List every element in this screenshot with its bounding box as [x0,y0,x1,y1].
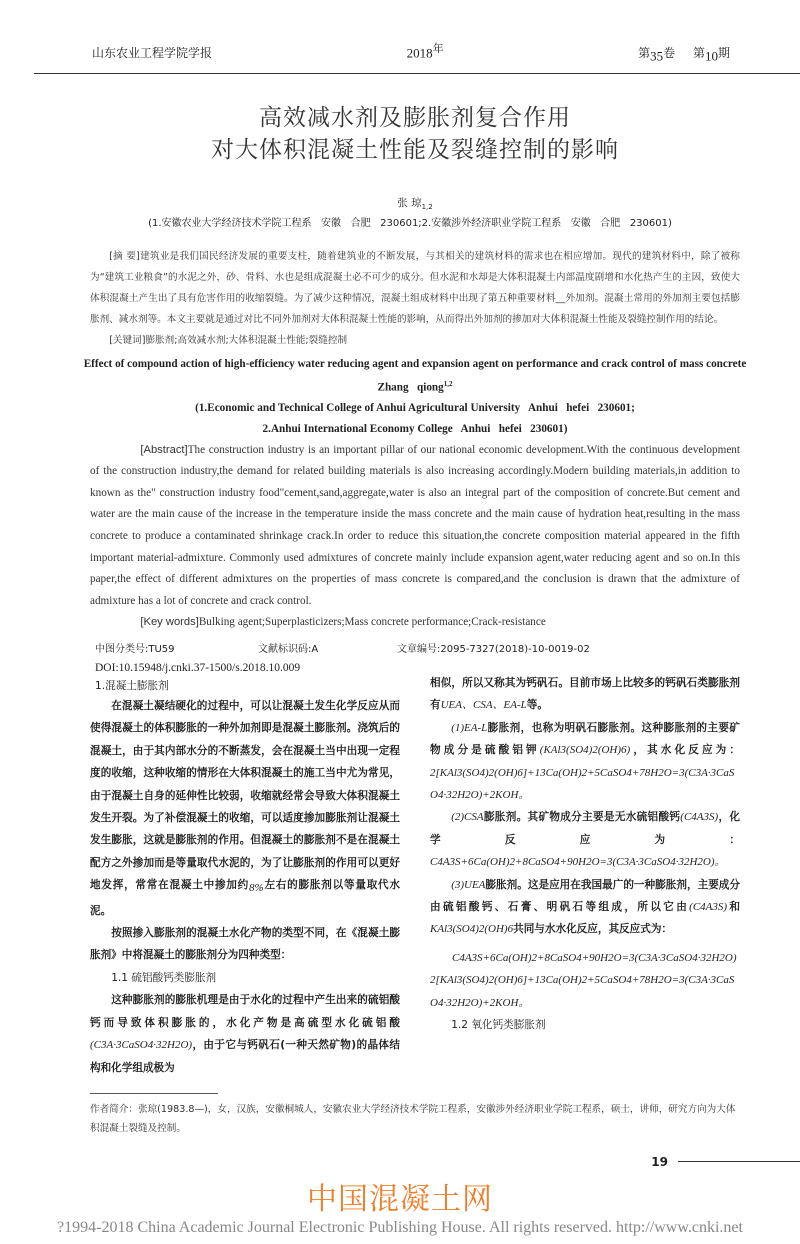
title-line-2: 对大体积混凝土性能及裂缝控制的影响 [211,136,619,163]
item-label: (1)EA-L [451,721,488,734]
running-header [92,40,730,65]
english-title: Effect of compound action of high-efficiency water reducing agent and expansion agent on performance and crack control of mass concrete [83,357,747,370]
left-column [90,660,400,1079]
english-affiliation-1: (1.Economic and Technical College of Anhui Agricultural University Anhui hefei 230601; [195,401,635,414]
clc-number [90,642,258,658]
abstract-cn [90,246,740,330]
clc-value: TU59 [148,643,175,655]
paragraph-text: ，化学反应为： [430,811,741,846]
article-number [397,642,740,658]
english-author-sup: 1,2 [443,379,453,388]
doc-value: A [311,643,319,655]
header-rule [34,73,800,74]
paragraph-text: 膨胀剂。其矿物成分主要是无水硫铝酸钙 [483,811,681,824]
equation: 2[KAl3(SO4)2(OH)6]+13Ca(OH)2+5CaSO4+78H2O=3(C3A·3CaSO4·32H2O)+2KOH。 [430,766,735,801]
copyright-notice: ?1994-2018 China Academic Journal Electronic Publishing House. All rights reserved. http://www.cnki.net [57,1218,743,1236]
article-label: 文章编号: [397,643,441,655]
issue-prefix: 第 [692,46,705,61]
doc-label: 文献标识码: [258,643,312,655]
keywords-en [90,612,740,634]
agent-list: UEA、CSA、EA-L [440,699,527,712]
paragraph-text: 这种膨胀剂的膨胀机理是由于水化的过程中产生出来的硫铝酸钙而导致体积膨胀的，水化产物是高硫型水化硫铝酸 [90,994,400,1029]
formula: (C4A3S) [680,811,719,824]
section-heading-1: 1.混凝土膨胀剂 [95,679,169,692]
affiliation: (1.安徽农业大学经济技术学院工程系 安徽 合肥 230601;2.安徽涉外经济职业学院工程系 安徽 合肥 230601) [148,217,672,229]
paragraph-text: 等。 [526,699,548,712]
journal-name: 山东农业工程学院学报 [92,46,213,61]
clc-label: 中图分类号: [95,643,149,655]
author-name: 张 琼 [397,196,422,209]
title-line-1: 高效减水剂及膨胀剂复合作用 [259,104,571,131]
english-affiliation-2: 2.Anhui International Economy College Anhui hefei 230601) [262,422,568,435]
paragraph-text: 和 [727,900,741,913]
doi: DOI:10.15948/j.cnki.37-1500/s.2018.10.009 [95,661,301,674]
header-year [407,40,444,61]
paragraph-text: 在混凝土凝结硬化的过程中，可以让混凝土发生化学反应从而使得混凝土的体积膨胀的一种外加剂即是混凝土膨胀剂。浇筑后的混凝土，由于其内部水分的不断蒸发，会在混凝土当中出现一定程度的收缩，这种收缩的情形在大体积混凝土的施工当中尤为常见，由于混凝土自身的延伸性比较弱，收缩就经常会导致大体积混凝土发生开裂。为了补偿混凝土的收缩，可以适度掺加膨胀剂让混凝土发生膨胀，这就是膨胀剂的作用。但混凝土的膨胀剂不是在混凝土配方之外掺加而是等量取代水泥的，为了让膨胀剂的作用可以更好地发挥，常常在混凝土中掺加约 [90,699,400,892]
author-sup: 1,2 [421,202,433,211]
subsection-heading-1-2: 1.2 氧化钙类膨胀剂 [451,1018,546,1031]
subsection-heading-1-1: 1.1 硫铝酸钙类膨胀剂 [111,971,217,984]
issue: 10 [704,48,718,64]
abstract-en-label: [Abstract] [140,443,188,456]
equation-2: 2[KAl3(SO4)2(OH)6]+13Ca(OH)2+5CaSO4+78H2O=3(C3A·3CaSO4·32H2O)+2KOH。 [430,974,735,1009]
percent-value: 8% [249,882,264,895]
paragraph: 按照掺入膨胀剂的混凝土水化产物的类型不同，在《混凝土膨胀剂》中将混凝土的膨胀剂分为四种类型： [90,927,400,962]
paragraph-uea [430,874,740,941]
english-author [90,374,740,398]
article-value: 2095-7327(2018)-10-0019-02 [440,643,590,655]
right-column [430,660,740,1079]
author [90,196,740,214]
year: 2018 [406,45,433,61]
abstract-en-text: The construction industry is an important pillar of our national economic development.With the continuous development of the construction industry,the demand for related building materials is also increasing accordingly.Modern building materials,in addition to known as the" construction industry food"cement,sand,aggregate,water is also an integral part of the composition of concrete.But cement and water are the main cause of the increase in the temperature inside the mass concrete and the main cause of hydration heat,resulting in the mass concrete to produce a contaminated shrinkage crack.In order to reduce this situation,the concrete composition material appeared in the fifth important material-admixture. Commonly used admixtures of concrete mainly include expansion agent,water reducing agent and so on.In this paper,the effect of different admixtures on the properties of mass concrete is compared,and the conclusion is drawn that the admixture of admixture has a lot of concrete and crack control. [90,443,740,607]
page-number-rule [678,1161,800,1162]
paragraph-text: 左右的膨胀剂以等量取代水泥。 [90,879,401,917]
paragraph-text: 膨胀剂，也称为明矾石膨胀剂。这种膨胀剂的主要矿物成分是硫酸铝钾 [430,721,740,757]
vol-prefix: 第 [638,46,651,61]
keywords-text: 膨胀剂;高效减水剂;大体积混凝土性能;裂缝控制 [145,334,348,346]
formula: (C3A·3CaSO4·32H2O) [90,1039,193,1052]
paragraph-csa [430,806,740,873]
keywords-cn [90,330,740,351]
author-footnote: 作者简介：张琼(1983.8—)，女，汉族，安徽桐城人，安徽农业大学经济技术学院工程系，安徽涉外经济职业学院工程系，硕士，讲师，研究方向为大体积混凝土裂缝及控制。 [90,1103,736,1134]
paragraph-text: 共同与水水化反应，其反应式为： [513,923,673,936]
abstract-text: 建筑业是我们国民经济发展的重要支柱，随着建筑业的不断发展，与其相关的建筑材料的需求也在相应增加。现代的建筑材料中，除了被称为“建筑工业粮食”的水泥之外，砂、骨料、水也是组成混凝土必不可少的成分。但水泥和水却是大体积混凝土内部温度剧增和水化热产生的主因，致使大体积混凝土产生出了具有危害作用的收缩裂缝。为了减少这种情况，混凝土组成材料中出现了第五种重要材料__外加剂。混凝土常用的外加剂主要包括膨胀剂、减水剂等。本文主要就是通过对比不同外加剂对大体积混凝土性能的影响，从而得出外加剂的掺加对大体积混凝土性能及裂缝控制作用的结论。 [90,250,740,325]
page-number: 19 [651,1154,668,1169]
formula: (C4A3S) [689,900,728,913]
paragraph-text: 膨胀剂。这是应用在我国最广的一种膨胀剂，主要成分由硫铝酸钙、石膏、明矾石等组成，所以它由 [430,878,740,913]
english-author-name: Zhang qiong [377,381,444,394]
paragraph-text: ，其水化反应为： [630,744,740,757]
abstract-label: [摘 要] [109,250,140,262]
paragraph-text: ，由于它与钙矾石(一种天然矿物)的晶体结构和化学组成极为 [90,1039,400,1074]
volume: 35 [650,48,664,64]
keywords-en-text: Bulking agent;Superplasticizers;Mass concrete performance;Crack-resistance [198,616,546,629]
keywords-label: [关键词] [109,334,146,346]
paragraph-ea-l [430,717,740,807]
item-label: (3)UEA [451,878,486,891]
keywords-en-label: [Key words] [140,616,199,629]
footnote-rule [90,1093,218,1094]
year-unit: 年 [432,42,444,55]
page-number-row [90,1154,800,1170]
vol-unit: 卷 [663,46,676,61]
equation: C4A3S+6Ca(OH)2+8CaSO4+90H2O=3(C3A·3CaSO4·32H2O)。 [430,856,726,869]
paragraph [430,672,740,717]
formula: KAl3(SO4)2(OH)6 [430,923,514,936]
equation-1: C4A3S+6Ca(OH)2+8CaSO4+90H2O=3(C3A·3CaSO4·32H2O) [452,951,737,964]
item-label: (2)CSA [451,811,484,824]
body-columns [90,660,740,1079]
doc-code [258,642,397,658]
paragraph [90,989,400,1079]
paragraph-text: 相似，所以又称其为钙矾石。目前市场上比较多的钙矾石类膨胀剂有 [430,676,740,712]
watermark: 中国混凝土网 [307,1181,493,1217]
volume-issue [638,44,730,64]
abstract-en [90,440,740,613]
formula: (KAl3(SO4)2(OH)6) [539,744,631,757]
paragraph [90,695,400,922]
meta-row [90,642,740,658]
issue-unit: 期 [717,46,730,61]
